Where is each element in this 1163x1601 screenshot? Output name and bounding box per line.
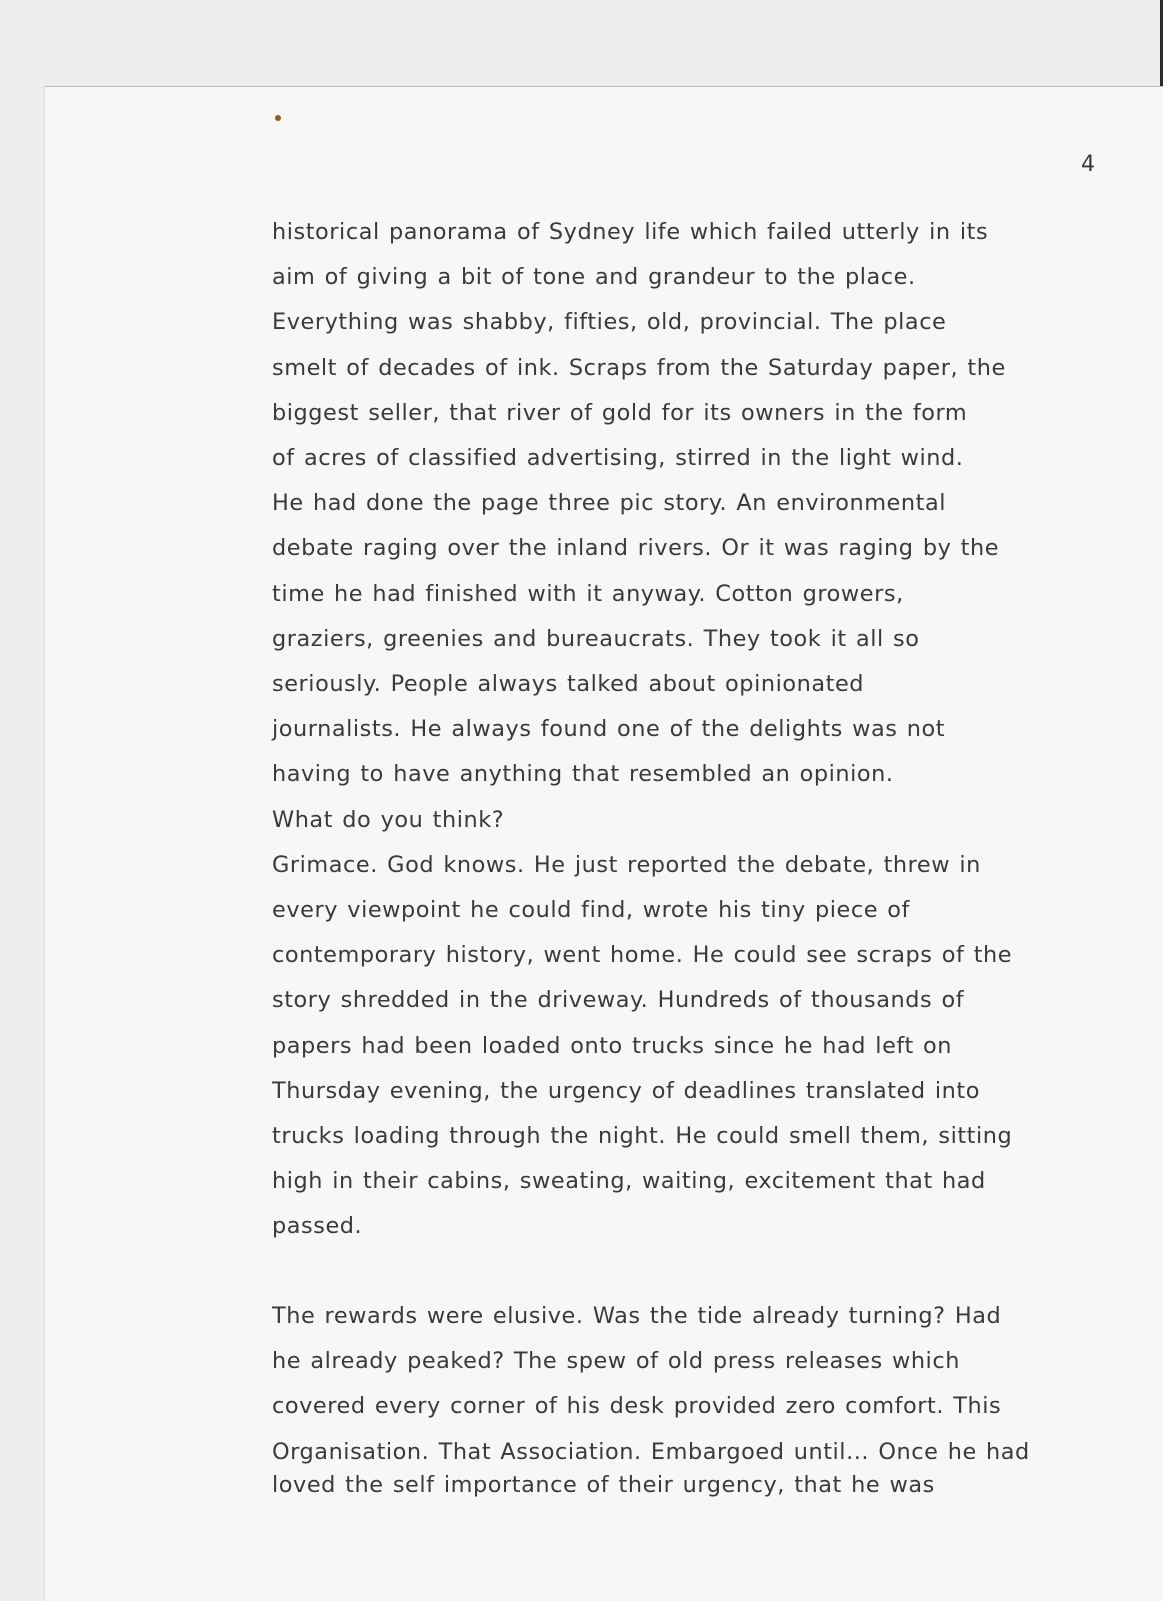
text-line: journalists. He always found one of the delights was not [272,716,946,743]
text-line: of acres of classified advertising, stirred in the light wind. [272,445,964,472]
cut-off-text-line [272,1474,1032,1497]
page-number: 4 [1081,152,1095,177]
text-line: Everything was shabby, fifties, old, provincial. The place [272,309,947,336]
text-line: aim of giving a bit of tone and grandeur to the place. [272,264,916,291]
text-line: debate raging over the inland rivers. Or it was raging by the [272,535,1000,562]
paragraph-2 [272,1294,1032,1475]
text-line: seriously. People always talked about opinionated [272,671,865,698]
paragraph-1 [272,210,1032,1250]
text-line: Thursday evening, the urgency of deadlines translated into [272,1077,980,1104]
text-line: Grimace. God knows. He just reported the debate, threw in [272,851,981,878]
text-line: What do you think? [272,806,505,833]
text-line: contemporary history, went home. He could see scraps of the [272,942,1013,969]
text-line: story shredded in the driveway. Hundreds of thousands of [272,987,965,1014]
text-line: covered every corner of his desk provided zero comfort. This [272,1393,1002,1420]
text-line: biggest seller, that river of gold for its owners in the form [272,399,968,426]
text-line: The rewards were elusive. Was the tide already turning? Had [272,1303,1002,1329]
text-line: passed. [272,1213,363,1240]
text-line: historical panorama of Sydney life which failed utterly in its [272,219,989,245]
text-line: every viewpoint he could find, wrote his tiny piece of [272,897,910,924]
text-line: papers had been loaded onto trucks since he had left on [272,1032,953,1059]
text-line: smelt of decades of ink. Scraps from the Saturday paper, the [272,354,1006,381]
text-line: time he had finished with it anyway. Cotton growers, [272,580,904,607]
text-line: he already peaked? The spew of old press releases which [272,1348,960,1375]
text-line: loved the self importance of their urgency, that he was [272,1474,935,1497]
text-line: Organisation. That Association. Embargoed until... Once he had [272,1438,1030,1465]
text-line: having to have anything that resembled an opinion. [272,761,894,788]
ink-dot-mark [275,115,281,121]
text-line: trucks loading through the night. He could smell them, sitting [272,1123,1013,1150]
text-line: He had done the page three pic story. An environmental [272,490,946,517]
text-line: high in their cabins, sweating, waiting, excitement that had [272,1168,986,1195]
text-line: graziers, greenies and bureaucrats. They took it all so [272,625,920,652]
